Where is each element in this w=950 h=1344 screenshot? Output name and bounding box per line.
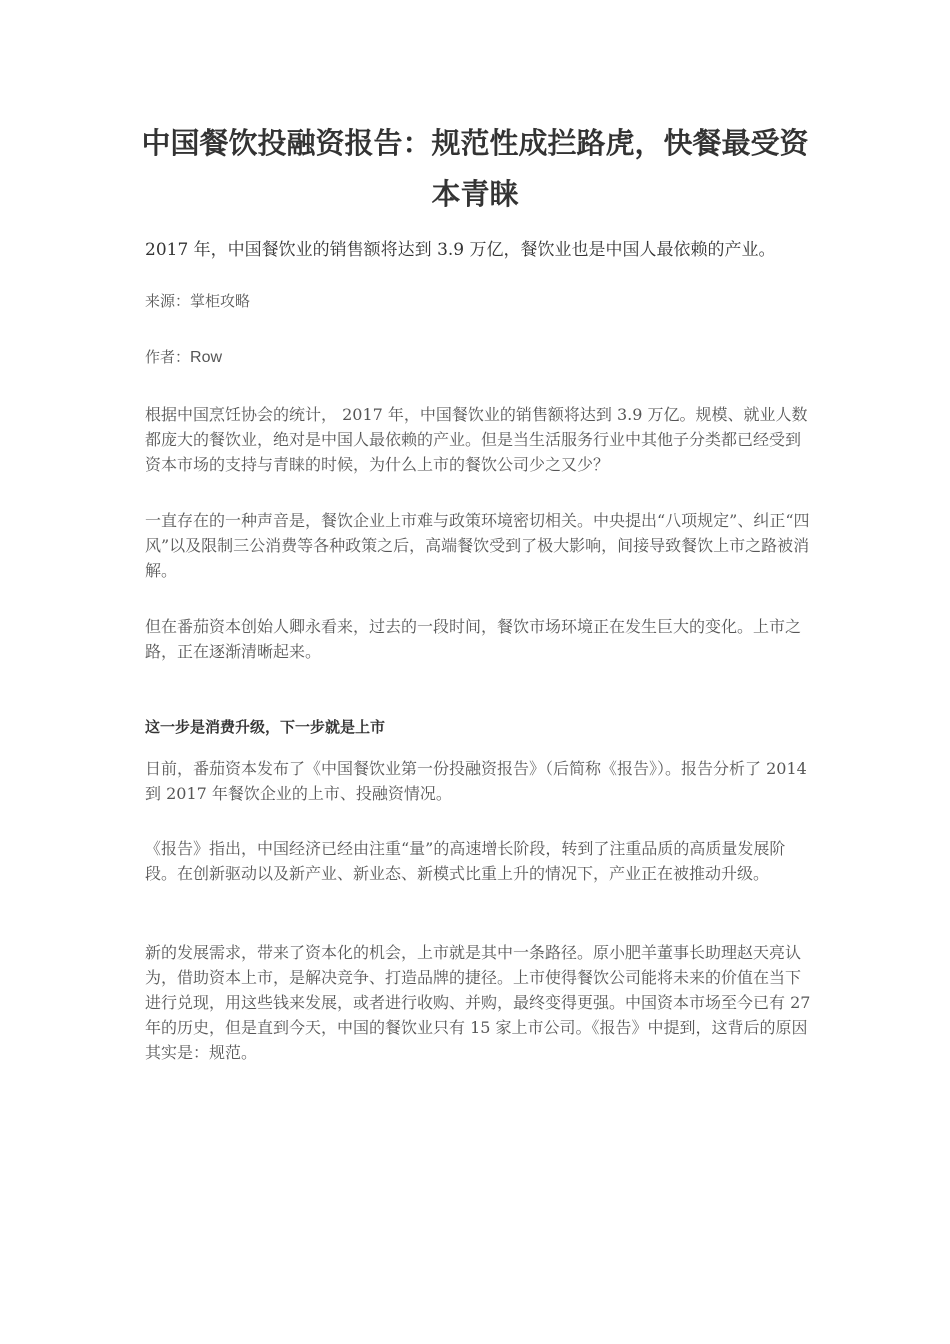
body-paragraph: 根据中国烹饪协会的统计， 2017 年，中国餐饮业的销售额将达到 3.9 万亿。规模、就业人数都庞大的餐饮业，绝对是中国人最依赖的产业。但是当生活服务行业中其他子分类都已经受到资本市场的支持与青睐的时候，为什么上市的餐饮公司少之又少？ — [145, 405, 808, 474]
section-heading: 这一步是消费升级，下一步就是上市 — [145, 718, 386, 736]
body-paragraph: 但在番茄资本创始人卿永看来，过去的一段时间，餐饮市场环境正在发生巨大的变化。上市之路，正在逐渐清晰起来。 — [145, 617, 802, 661]
article-title: 中国餐饮投融资报告：规范性成拦路虎，快餐最受资本青睐 — [141, 126, 809, 211]
author-value: Row — [190, 349, 223, 366]
body-paragraph: 一直存在的一种声音是，餐饮企业上市难与政策环境密切相关。中央提出“八项规定”、纠正“四风”以及限制三公消费等各种政策之后，高端餐饮受到了极大影响，间接导致餐饮上市之路被消解。 — [145, 511, 810, 580]
section-paragraph: 《报告》指出，中国经济已经由注重“量”的高速增长阶段，转到了注重品质的高质量发展阶段。在创新驱动以及新产业、新业态、新模式比重上升的情况下，产业正在被推动升级。 — [145, 839, 786, 883]
article-lead: 2017 年，中国餐饮业的销售额将达到 3.9 万亿，餐饮业也是中国人最依赖的产业。 — [145, 240, 776, 260]
section-paragraph: 日前，番茄资本发布了《中国餐饮业第一份投融资报告》（后简称《报告》）。报告分析了 2014 到 2017 年餐饮企业的上市、投融资情况。 — [145, 759, 807, 803]
source-value: 掌柜攻略 — [190, 292, 251, 310]
section-paragraph: 新的发展需求，带来了资本化的机会，上市就是其中一条路径。原小肥羊董事长助理赵天亮认为，借助资本上市，是解决竞争、打造品牌的捷径。上市使得餐饮公司能将未来的价值在当下进行兑现，用这些钱来发展，或者进行收购、并购，最终变得更强。中国资本市场至今已有 27 年的历史，但是直到今天，中国的餐饮业只有 15 家上市公司。《报告》中提到，这背后的原因其实是：规范。 — [145, 943, 811, 1062]
article-source — [145, 290, 813, 312]
article-author — [145, 346, 813, 369]
author-label: 作者： — [145, 348, 191, 366]
source-label: 来源： — [145, 292, 191, 310]
